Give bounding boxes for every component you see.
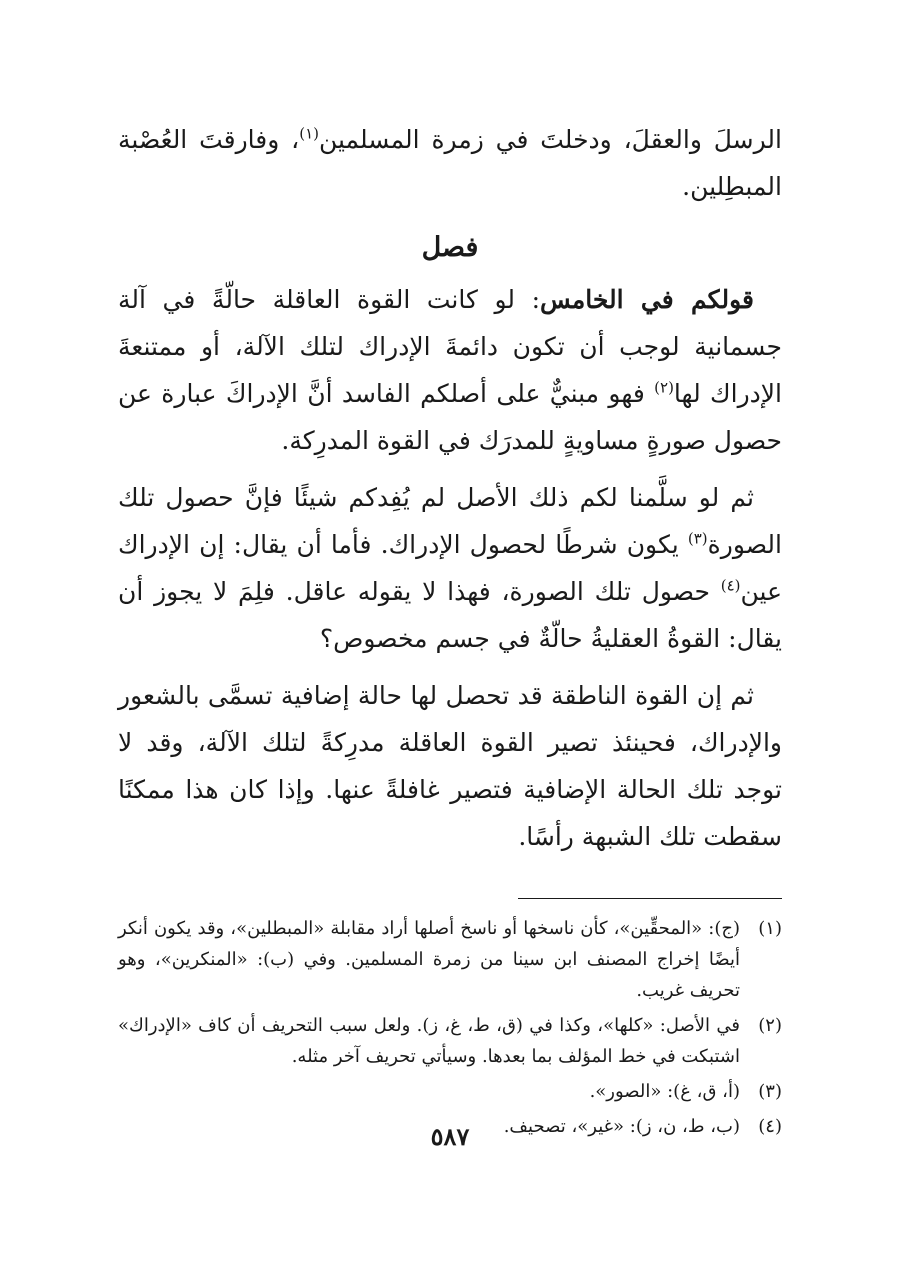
paragraph-text: حصول تلك الصورة، فهذا لا يقوله عاقل. فلِمَ لا يجوز أن يقال: القوةُ العقليةُ حالّةٌ في جسم مخصوص؟ bbox=[118, 577, 782, 653]
footnote-reference[interactable]: (٢) bbox=[654, 378, 674, 397]
footnotes-list bbox=[118, 913, 782, 1142]
paragraph-continuation bbox=[118, 116, 782, 210]
paragraph-rational-faculty bbox=[118, 672, 782, 860]
footnote-divider bbox=[518, 898, 782, 899]
footnote-text: في الأصل: «كلها»، وكذا في (ق، ط، غ، ز). ولعل سبب التحريف أن كاف «الإدراك» اشتبكت في خط المؤلف بما بعدها. وسيأتي تحريف آخر مثله. bbox=[118, 1015, 740, 1067]
footnote-text: (ب، ط، ن، ز): «غير»، تصحيف. bbox=[503, 1116, 740, 1137]
paragraph-text: : لو كانت القوة العاقلة حالّةً في آلة جسمانية لوجب أن تكون دائمةَ الإدراك لتلك الآلة، أو ممتنعةَ الإدراك لها bbox=[118, 285, 782, 408]
paragraph-text: الرسلَ والعقلَ، ودخلتَ في زمرة المسلمين bbox=[318, 125, 782, 154]
paragraph-refutation bbox=[118, 474, 782, 662]
footnote-reference[interactable]: (١) bbox=[299, 124, 319, 143]
page-number: ٥٨٧ bbox=[430, 1122, 470, 1151]
footnote-item bbox=[118, 1010, 782, 1072]
paragraph-lead: قولكم في الخامس bbox=[540, 285, 754, 314]
footnote-number: (٤) bbox=[758, 1116, 782, 1137]
footnote-item bbox=[118, 913, 782, 1006]
paragraph-text: فهو مبنيٌّ على أصلكم الفاسد أنَّ الإدراكَ عبارة عن حصول صورةٍ مساويةٍ للمدرَك في القوة المدرِكة. bbox=[118, 379, 782, 455]
footnote-item bbox=[118, 1076, 782, 1107]
footnote-number: (٢) bbox=[758, 1015, 782, 1036]
section-heading: فصل bbox=[421, 232, 479, 263]
footnote-number: (٣) bbox=[758, 1081, 782, 1102]
paragraph-text: ثم لو سلَّمنا لكم ذلك الأصل لم يُفِدكم شيئًا فإنَّ حصول تلك الصورة bbox=[118, 483, 782, 559]
paragraph-fifth-argument bbox=[118, 276, 782, 464]
paragraph-text: ، وفارقتَ العُصْبة المبطِلين. bbox=[118, 125, 782, 201]
footnote-text: (ج): «المحقِّين»، كأن ناسخها أو ناسخ أصلها أراد مقابلة «المبطلين»، وقد يكون أنكر أيضًا إخراج المصنف ابن سينا من زمرة المسلمين. وفي (ب): «المنكرين»، وهو تحريف غريب. bbox=[118, 918, 740, 1001]
footnote-number: (١) bbox=[758, 918, 782, 939]
footnote-text: (أ، ق، غ): «الصور». bbox=[589, 1081, 740, 1102]
paragraph-text: ثم إن القوة الناطقة قد تحصل لها حالة إضافية تسمَّى بالشعور والإدراك، فحينئذ تصير القوة العاقلة مدرِكةً لتلك الآلة، وقد لا توجد تلك الحالة الإضافية فتصير غافلةً عنها. وإذا كان هذا ممكنًا سقطت تلك الشبهة رأسًا. bbox=[118, 681, 782, 851]
footnote-reference[interactable]: (٤) bbox=[720, 576, 741, 595]
paragraph-text: يكون شرطًا لحصول الإدراك. فأما أن يقال: إن الإدراك عين bbox=[118, 530, 782, 606]
book-page bbox=[118, 112, 782, 1146]
footnote-reference[interactable]: (٣) bbox=[687, 529, 708, 548]
